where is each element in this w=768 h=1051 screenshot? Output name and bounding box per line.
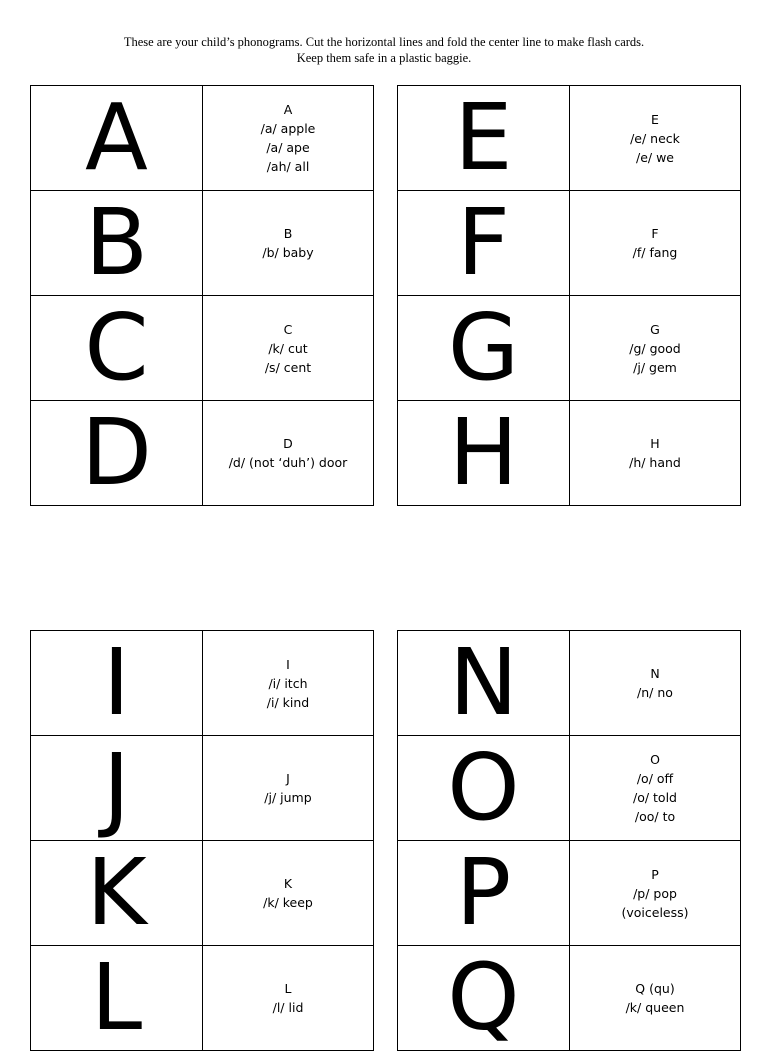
phonogram-label: N — [650, 666, 660, 681]
phonogram-sound: (voiceless) — [621, 904, 689, 920]
phonogram-sound: /a/ ape — [266, 140, 310, 155]
flashcard-front — [31, 296, 203, 401]
phonogram-letter: D — [81, 400, 152, 506]
phonogram-letter: G — [447, 295, 520, 401]
instructions — [0, 34, 768, 66]
flashcard-front — [398, 296, 570, 401]
flashcard-front — [398, 736, 570, 841]
flashcard-row — [31, 86, 374, 191]
flashcard-front — [398, 946, 570, 1051]
phonogram-sound: /b/ baby — [262, 245, 314, 260]
phonogram-sound: /s/ cent — [264, 359, 312, 375]
flashcard-back — [203, 296, 374, 401]
flashcard-front — [31, 401, 203, 506]
phonogram-sound: /p/ pop — [633, 885, 677, 901]
phonogram-letter: A — [85, 85, 148, 191]
phonogram-letter: N — [449, 630, 518, 736]
phonogram-label: A — [283, 102, 293, 117]
flashcard-back — [203, 86, 374, 191]
instructions-line: These are your child’s phonograms. Cut the horizontal lines and fold the center line to make flash cards. — [123, 35, 645, 49]
flashcard-back — [570, 946, 741, 1051]
phonogram-label: I — [286, 656, 290, 672]
flashcard-back — [203, 631, 374, 736]
flashcard-back — [203, 946, 374, 1051]
phonogram-sound: /k/ cut — [268, 340, 308, 356]
flashcard-row — [398, 841, 741, 946]
flashcard-row — [31, 946, 374, 1051]
flashcard-row — [31, 191, 374, 296]
flashcard-back — [570, 631, 741, 736]
phonogram-label: G — [650, 321, 660, 337]
phonogram-letter: H — [448, 400, 519, 506]
phonogram-letter: E — [454, 85, 513, 191]
flashcard-row — [31, 401, 374, 506]
flashcard-back — [570, 86, 741, 191]
phonogram-sound: /i/ itch — [268, 675, 308, 691]
flashcard-front — [398, 401, 570, 506]
phonogram-letter: P — [455, 840, 512, 946]
flashcard-front — [31, 946, 203, 1051]
phonogram-sound: /h/ hand — [629, 455, 681, 470]
phonogram-label: O — [650, 752, 660, 767]
flashcard-front — [398, 191, 570, 296]
flashcard-front — [31, 191, 203, 296]
phonogram-letter: O — [447, 735, 520, 841]
phonogram-label: E — [651, 111, 659, 127]
flashcard-row — [31, 631, 374, 736]
phonogram-letter: J — [102, 735, 131, 841]
phonogram-sound: /k/ keep — [263, 895, 313, 910]
flashcard-back — [570, 736, 741, 841]
phonogram-sound: /g/ good — [629, 340, 681, 356]
flashcard-sheet — [397, 630, 741, 1051]
flashcard-row — [398, 296, 741, 401]
phonogram-label: F — [651, 226, 659, 241]
phonogram-label: H — [650, 436, 660, 451]
instructions-line: Keep them safe in a plastic baggie. — [296, 51, 472, 65]
phonogram-label: K — [283, 876, 293, 891]
phonogram-sound: /k/ queen — [625, 1000, 685, 1015]
flashcard-front — [31, 631, 203, 736]
phonogram-label: P — [651, 866, 659, 882]
phonogram-letter: L — [90, 945, 143, 1051]
phonogram-label: B — [283, 226, 293, 241]
phonogram-letter: Q — [447, 945, 520, 1051]
phonogram-sound: /e/ we — [635, 149, 674, 165]
phonogram-sound: /e/ neck — [630, 130, 680, 146]
flashcard-row — [398, 631, 741, 736]
flashcard-back — [203, 736, 374, 841]
flashcard-front — [398, 86, 570, 191]
phonogram-sound: /n/ no — [637, 685, 673, 700]
flashcard-back — [570, 401, 741, 506]
flashcard-row — [398, 946, 741, 1051]
flashcard-back — [203, 191, 374, 296]
flashcard-back — [203, 841, 374, 946]
flashcard-sheet — [30, 630, 374, 1051]
flashcard-row — [398, 736, 741, 841]
phonogram-label: Q (qu) — [635, 981, 675, 996]
phonogram-letter: K — [86, 840, 147, 946]
phonogram-letter: F — [457, 190, 510, 296]
phonogram-sound: /i/ kind — [266, 694, 310, 710]
flashcard-back — [570, 841, 741, 946]
flashcard-row — [398, 86, 741, 191]
flashcard-front — [31, 841, 203, 946]
phonogram-label: C — [283, 321, 293, 337]
phonogram-sound: /o/ off — [636, 771, 674, 786]
flashcard-front — [398, 631, 570, 736]
flashcard-back — [570, 296, 741, 401]
flashcard-row — [398, 191, 741, 296]
flashcard-back — [570, 191, 741, 296]
flashcard-sheet — [397, 85, 741, 506]
phonogram-label: D — [283, 436, 293, 451]
flashcard-sheet — [30, 85, 374, 506]
phonogram-sound: /o/ told — [632, 790, 677, 805]
phonogram-label: J — [286, 771, 290, 786]
phonogram-sound: /j/ gem — [633, 359, 677, 375]
flashcard-row — [31, 296, 374, 401]
phonogram-sound: /a/ apple — [260, 121, 316, 136]
phonogram-letter: C — [84, 295, 149, 401]
flashcard-front — [398, 841, 570, 946]
flashcard-row — [31, 736, 374, 841]
flashcard-row — [398, 401, 741, 506]
phonogram-sound: /f/ fang — [632, 245, 678, 260]
phonogram-sound: /l/ lid — [272, 1000, 304, 1015]
phonogram-letter: I — [102, 630, 131, 736]
flashcard-back — [203, 401, 374, 506]
flashcard-front — [31, 736, 203, 841]
flashcard-row — [31, 841, 374, 946]
phonogram-sound: /oo/ to — [634, 809, 676, 824]
phonogram-sound: /d/ (not ‘duh’) door — [228, 455, 348, 470]
phonogram-sound: /j/ jump — [264, 790, 312, 805]
phonogram-letter: B — [84, 190, 149, 296]
flashcard-front — [31, 86, 203, 191]
phonogram-sound: /ah/ all — [266, 159, 310, 174]
phonogram-label: L — [284, 981, 292, 996]
